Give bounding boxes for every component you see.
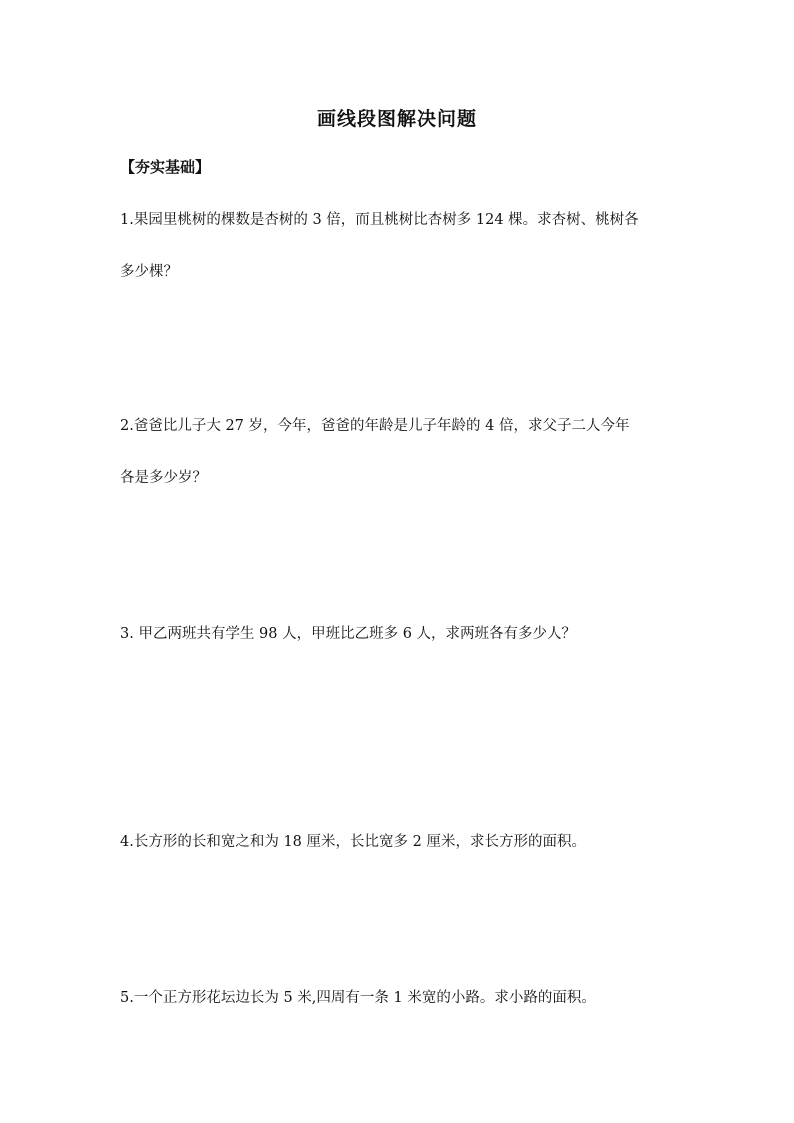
problem-2-line-2: 各是多少岁？	[120, 470, 207, 486]
problem-1-line-1: 1.果园里桃树的棵数是杏树的 3 倍，而且桃树比杏树多 124 棵。求杏树、桃树各	[120, 212, 639, 228]
problem-1-line-2: 多少棵？	[120, 264, 178, 280]
page-title: 画线段图解决问题	[316, 108, 477, 130]
section-heading: 【夯实基础】	[120, 158, 211, 176]
problem-4-line-1: 4.长方形的长和宽之和为 18 厘米，长比宽多 2 厘米，求长方形的面积。	[120, 834, 586, 850]
problem-5-line-1: 5.一个正方形花坛边长为 5 米,四周有一条 1 米宽的小路。求小路的面积。	[120, 990, 596, 1006]
problem-2-line-1: 2.爸爸比儿子大 27 岁，今年，爸爸的年龄是儿子年龄的 4 倍，求父子二人今年	[120, 418, 630, 434]
problem-3-line-1: 3. 甲乙两班共有学生 98 人，甲班比乙班多 6 人，求两班各有多少人？	[120, 626, 577, 642]
